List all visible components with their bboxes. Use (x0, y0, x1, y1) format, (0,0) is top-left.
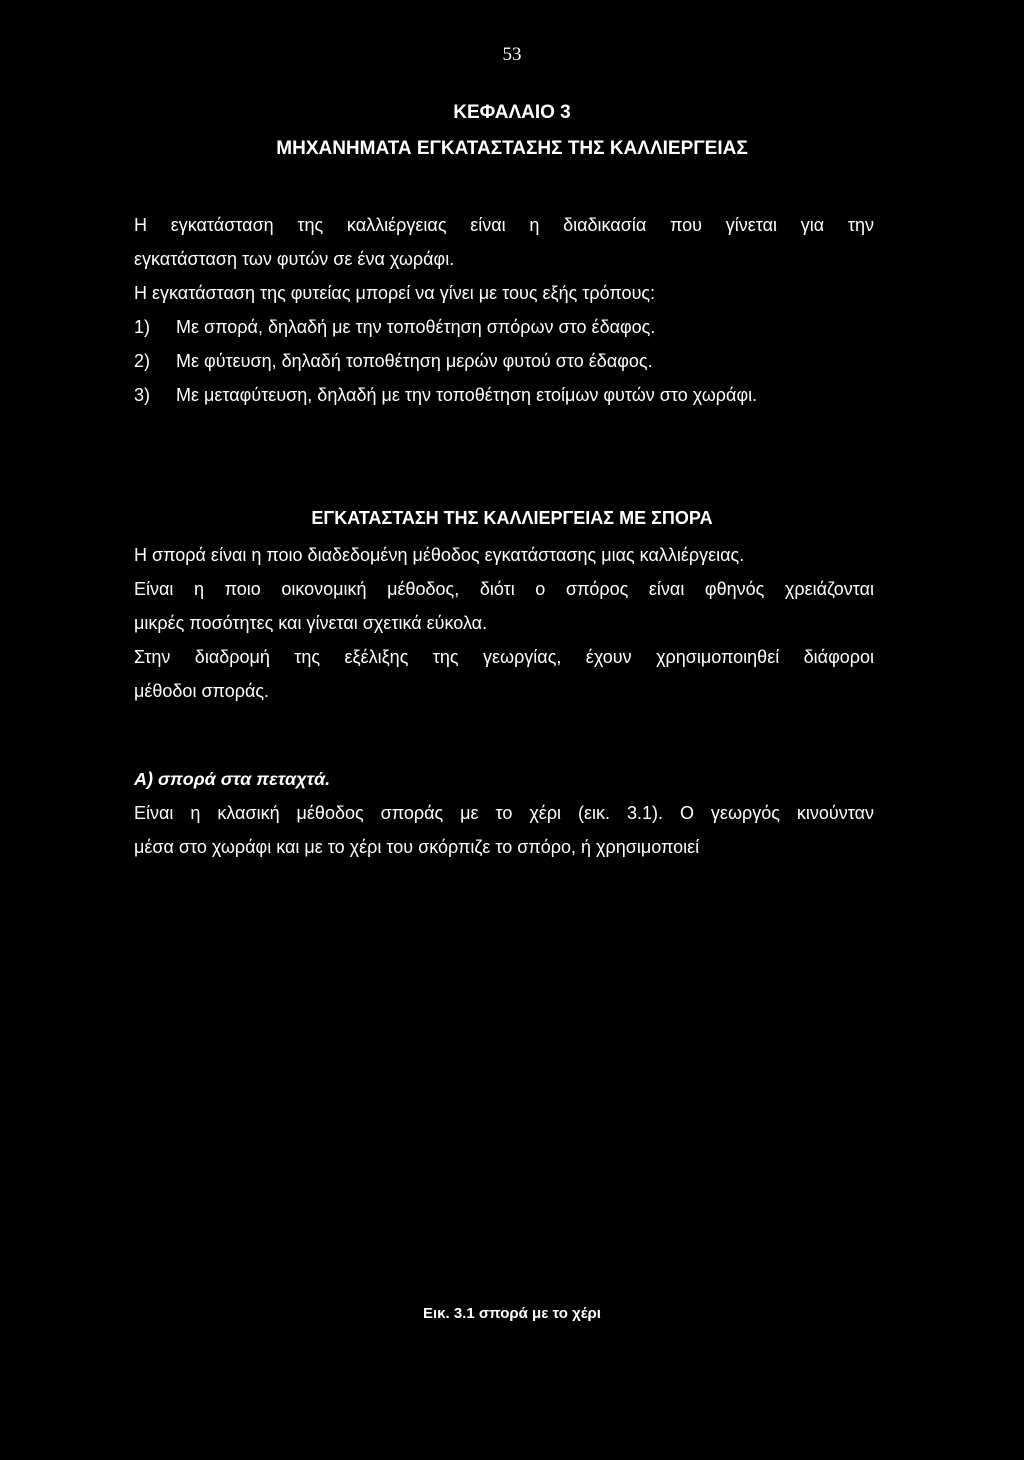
page-number: 53 (502, 44, 522, 65)
body-line: μέθοδοι σποράς. (134, 681, 270, 701)
section-body (134, 538, 874, 708)
method-number: 3) (134, 385, 151, 405)
body-line: Είναι η ποιο οικονομική μέθοδος, διότι ο σπόρος είναι φθηνός χρειάζονται (134, 579, 874, 599)
subsection (134, 762, 874, 864)
subsection-heading: Α) σπορά στα πεταχτά. (134, 769, 331, 789)
method-text: Με σπορά, δηλαδή με την τοποθέτηση σπόρων στο έδαφος. (176, 317, 656, 337)
intro-line: Η εγκατάσταση της καλλιέργειας είναι η διαδικασία που γίνεται για την (134, 215, 874, 235)
intro-line: Η εγκατάσταση της φυτείας μπορεί να γίνει με τους εξής τρόπους: (134, 283, 656, 303)
method-number: 1) (134, 317, 151, 337)
chapter-title: ΜΗΧΑΝΗΜΑΤΑ ΕΓΚΑΤΑΣΤΑΣΗΣ ΤΗΣ ΚΑΛΛΙΕΡΓΕΙΑΣ (276, 138, 748, 159)
body-line: Η σπορά είναι η ποιο διαδεδομένη μέθοδος εγκατάστασης μιας καλλιέργειας. (134, 545, 745, 565)
body-line: μέσα στο χωράφι και με το χέρι του σκόρπιζε το σπόρο, ή χρησιμοποιεί (134, 837, 700, 857)
intro-line: εγκατάσταση των φυτών σε ένα χωράφι. (134, 249, 455, 269)
method-item (134, 378, 874, 412)
section-heading: ΕΓΚΑΤΑΣΤΑΣΗ ΤΗΣ ΚΑΛΛΙΕΡΓΕΙΑΣ ΜΕ ΣΠΟΡΑ (311, 508, 713, 528)
method-item (134, 310, 874, 344)
body-line: μικρές ποσότητες και γίνεται σχετικά εύκολα. (134, 613, 488, 633)
chapter-label: ΚΕΦΑΛΑΙΟ 3 (453, 102, 571, 123)
body-line: Στην διαδρομή της εξέλιξης της γεωργίας, έχουν χρησιμοποιηθεί διάφοροι (134, 647, 874, 667)
figure-caption: Εικ. 3.1 σπορά με το χέρι (423, 1305, 601, 1322)
body-line: Είναι η κλασική μέθοδος σποράς με το χέρι (εικ. 3.1). Ο γεωργός κινούνταν (134, 803, 874, 823)
intro-paragraph (134, 208, 874, 412)
method-text: Με φύτευση, δηλαδή τοποθέτηση μερών φυτού στο έδαφος. (176, 351, 653, 371)
method-text: Με μεταφύτευση, δηλαδή με την τοποθέτηση ετοίμων φυτών στο χωράφι. (176, 385, 758, 405)
method-item (134, 344, 874, 378)
method-number: 2) (134, 351, 151, 371)
